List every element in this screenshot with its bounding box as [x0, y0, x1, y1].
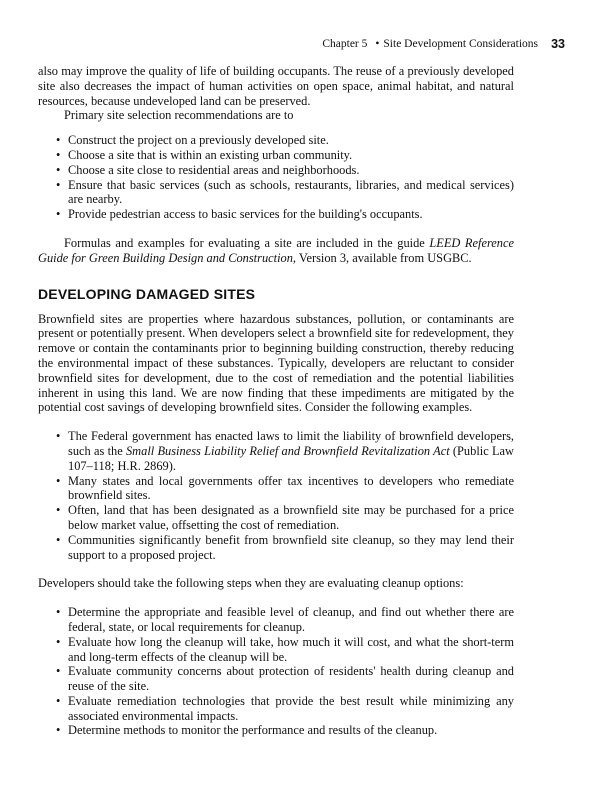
formulas-paragraph — [38, 236, 514, 266]
example-text-before: The Federal government has enacted laws to limit the liability of brownfield developers, such as the — [68, 429, 514, 458]
examples-list — [38, 429, 514, 562]
list-item: • Determine the appropriate and feasible level of cleanup, and find out whether there are federal, state, or local requirements for cleanup. — [68, 605, 514, 635]
list-item: • Communities significantly benefit from brownfield site cleanup, so they may lend their support to a proposed project. — [68, 533, 514, 563]
section-title: Site Development Considerations — [383, 38, 538, 50]
list-item: • Many states and local governments offer tax incentives to developers who remediate brownfield sites. — [68, 474, 514, 504]
list-item: • Construct the project on a previously developed site. — [68, 133, 514, 148]
list-item: • Determine methods to monitor the performance and results of the cleanup. — [68, 723, 514, 738]
guide-title: LEED Reference Guide for Green Building Design and Construction, — [38, 235, 515, 265]
formulas-text-before: Formulas and examples for evaluating a site are included in the guide — [64, 235, 430, 250]
brownfield-paragraph: Brownfield sites are properties where hazardous substances, pollution, or contaminants are present or potentially present. When developers select a brownfield site for redevelopment, they remove or contain the contaminants prior to beginning building construction, thereby reducing the environmental impact of these substances. Typically, developers are reluctant to consider brownfield sites for development, due to the cost of remediation and the potential liabilities inherent in using this land. We are now finding that these impediments are mitigated by the potential cost savings of developing brownfield sites. Consider the following examples. — [38, 311, 514, 415]
list-item: • Choose a site that is within an existing urban community. — [68, 148, 514, 163]
list-item: • Choose a site close to residential areas and neighborhoods. — [68, 163, 514, 178]
list-item: • Evaluate remediation technologies that provide the best result while minimizing any associated environmental impacts. — [68, 694, 514, 724]
list-item: • Evaluate how long the cleanup will take, how much it will cost, and what the short-term and long-term effects of the cleanup will be. — [68, 635, 514, 665]
act-title: Small Business Liability Relief and Brownfield Revitalization Act — [125, 443, 450, 458]
running-head — [38, 34, 565, 54]
list-item: • Often, land that has been designated as a brownfield site may be purchased for a price below market value, offsetting the cost of remediation. — [68, 503, 514, 533]
recommendation-list — [38, 133, 514, 222]
list-item: • Evaluate community concerns about protection of residents' health during cleanup and reuse of the site. — [68, 664, 514, 694]
chapter-label: Chapter 5 — [322, 38, 368, 50]
list-item — [68, 429, 514, 473]
intro-paragraph: also may improve the quality of life of building occupants. The reuse of a previously developed site also decreases the impact of human activities on open space, animal habitat, and natural resources, because undeveloped land can be preserved. — [38, 64, 514, 108]
cleanup-lead-in: Developers should take the following steps when they are evaluating cleanup options: — [38, 576, 464, 591]
list-item: • Ensure that basic services (such as schools, restaurants, libraries, and medical services) are nearby. — [68, 178, 514, 208]
body-text — [38, 64, 514, 738]
list-item: • Provide pedestrian access to basic services for the building's occupants. — [68, 207, 514, 222]
example-text-after: (Public Law 107–118; H.R. 2869). — [68, 443, 514, 473]
intro-lead-in: Primary site selection recommendations are to — [64, 108, 294, 123]
page-number: 33 — [551, 37, 565, 51]
section-heading: DEVELOPING DAMAGED SITES — [38, 285, 256, 302]
header-separator: • — [375, 38, 380, 50]
formulas-text-after: Version 3, available from USGBC. — [296, 250, 472, 265]
cleanup-steps-list — [38, 605, 514, 738]
